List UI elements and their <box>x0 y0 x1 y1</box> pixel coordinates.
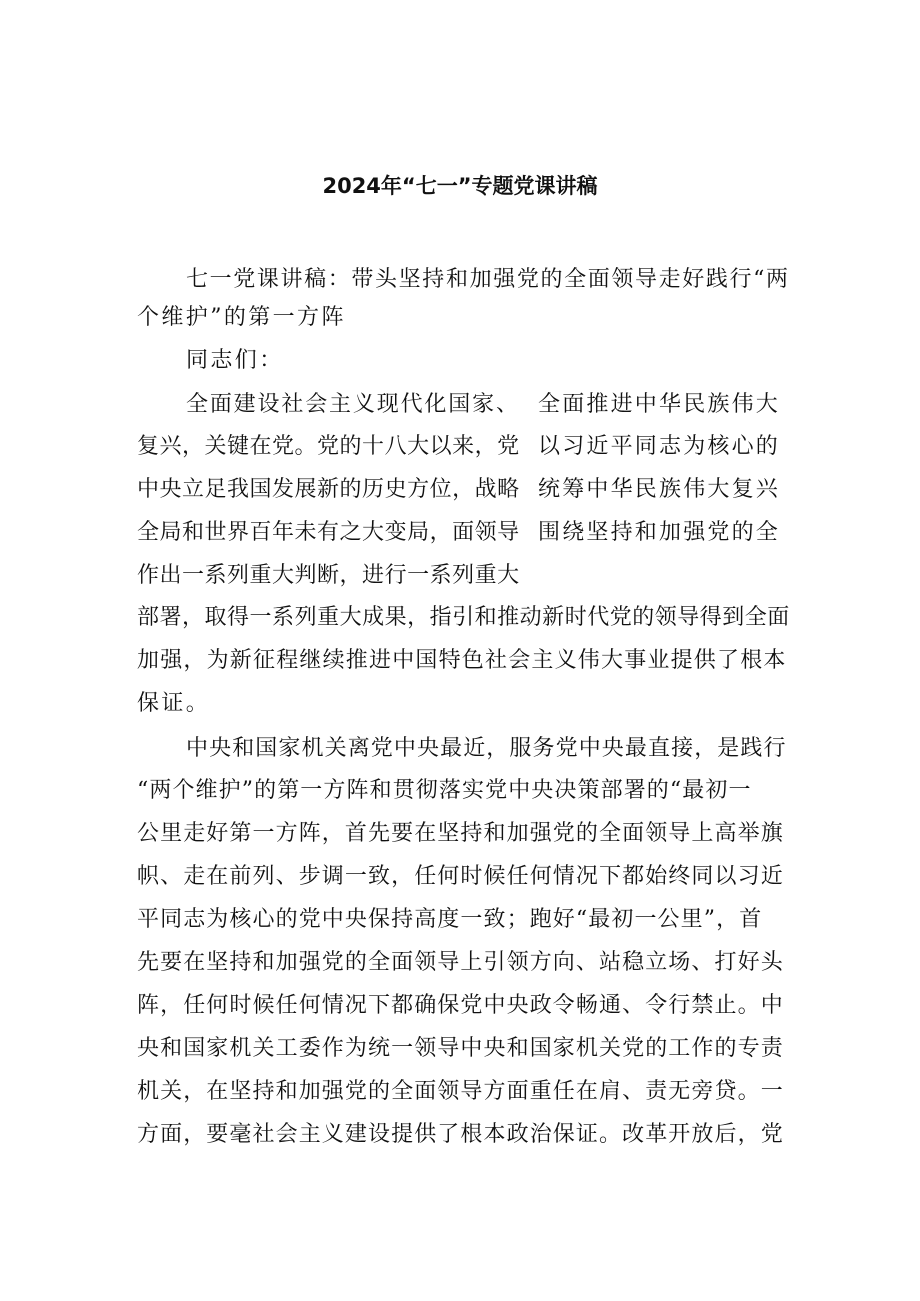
right-column-line-3: 统筹中华民族伟大复兴 <box>538 477 781 502</box>
left-column-line-1: 全面建设社会主义现代化国家、 <box>186 392 520 417</box>
paragraph2-line-2: “两个维护”的第一方阵和贯彻落实党中央决策部署的“最初一 <box>137 778 752 803</box>
paragraph2-line-3: 公里走好第一方阵，首先要在坚持和加强党的全面领导上高举旗 <box>137 821 784 846</box>
paragraph2-line-9: 机关，在坚持和加强党的全面领导方面重任在肩、责无旁贷。一 <box>137 1079 784 1104</box>
left-column-line-2: 复兴，关键在党。党的十八大以来，党 <box>137 434 520 459</box>
paragraph1-line-2: 加强，为新征程继续推进中国特色社会主义伟大事业提供了根本 <box>137 648 787 673</box>
left-column-line-3: 中央立足我国发展新的历史方位，战略 <box>137 477 520 502</box>
paragraph2-line-5: 平同志为核心的党中央保持高度一致；跑好“最初一公里”，首 <box>137 907 763 932</box>
paragraph1-line-1: 部署，取得一系列重大成果，指引和推动新时代党的领导得到全面 <box>137 605 790 630</box>
paragraph2-line-8: 央和国家机关工委作为统一领导中央和国家机关党的工作的专责 <box>137 1036 784 1061</box>
subtitle-line-2: 个维护”的第一方阵 <box>137 305 346 330</box>
paragraph1-line-3: 保证。 <box>137 691 211 716</box>
right-column-line-4: 围绕坚持和加强党的全 <box>538 520 781 545</box>
paragraph2-line-4: 帜、走在前列、步调一致，任何时候任何情况下都始终同以习近 <box>137 864 784 889</box>
document-title: 2024年“七一”专题党课讲稿 <box>322 174 598 198</box>
paragraph2-line-1: 中央和国家机关离党中央最近，服务党中央最直接，是践行 <box>186 736 787 761</box>
paragraph2-line-6: 先要在坚持和加强党的全面领导上引领方向、站稳立场、打好头 <box>137 950 784 975</box>
left-column-line-5: 作出一系列重大判断，进行一系列重大 <box>137 563 520 588</box>
salutation: 同志们： <box>186 348 284 373</box>
left-column-line-4: 全局和世界百年未有之大变局，面领导 <box>137 520 520 545</box>
paragraph2-line-7: 阵，任何时候任何情况下都确保党中央政令畅通、令行禁止。中 <box>137 993 784 1018</box>
paragraph2-line-10: 方面，要毫社会主义建设提供了根本政治保证。改革开放后，党 <box>137 1122 784 1147</box>
right-column-line-2: 以习近平同志为核心的 <box>538 434 781 459</box>
right-column-line-1: 全面推进中华民族伟大 <box>538 392 781 417</box>
subtitle-line-1: 七一党课讲稿：带头坚持和加强党的全面领导走好践行“两 <box>186 267 790 292</box>
